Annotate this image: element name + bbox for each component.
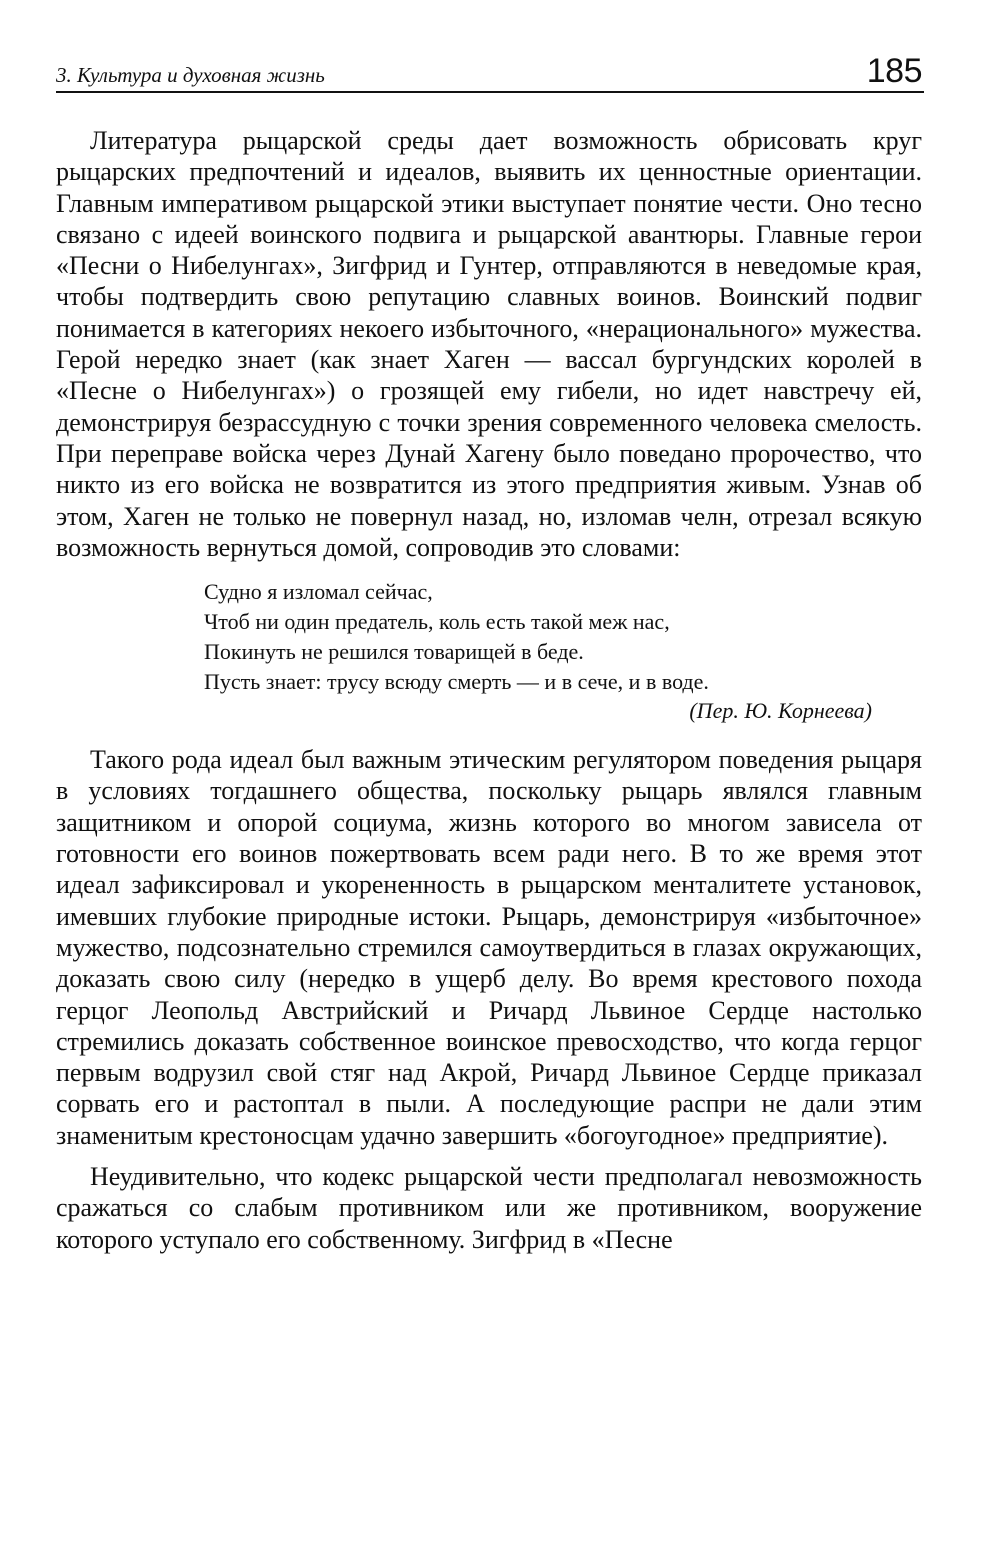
verse-quote <box>204 577 884 726</box>
page-number: 185 <box>866 52 922 90</box>
verse-line: Пусть знает: трусу всюду смерть — и в сече, и в воде. <box>204 668 709 694</box>
header-rule <box>56 91 924 93</box>
verse-line: Чтоб ни один предатель, коль есть такой меж нас, <box>204 608 670 634</box>
section-title: 3. Культура и духовная жизнь <box>56 63 325 87</box>
paragraph-code: Неудивительно, что кодекс рыцарской чести предполагал невозможность сражаться со слабым противником или же противником, вооружение которого уступало его собственному. Зигфрид в «Песне <box>56 1162 922 1254</box>
running-head <box>56 52 924 96</box>
paragraph-honor: Литература рыцарской среды дает возможность обрисовать круг рыцарских предпочтений и идеалов, выявить их ценностные ориентации. Главным императивом рыцарской этики выступает понятие чести. Оно тесно связано с идеей воинского подвига и рыцарской авантюры. Главные герои «Песни о Нибелунгах», Зигфрид и Гунтер, отправляются в неведомые края, чтобы подтвердить свою репутацию славных воинов. Воинский подвиг понимается в категориях некоего избыточного, «нерационального» мужества. Герой нередко знает (как знает Хаген — вассал бургундских королей в «Песне о Нибелунгах») о грозящей ему гибели, но идет навстречу ей, демонстрируя безрассудную с точки зрения современного человека смелость. При переправе войска через Дунай Хагену было поведано пророчество, что никто из его войска не возвратится из этого предприятия живым. Узнав об этом, Хаген не только не повернул назад, но, изломав челн, отрезал всякую возможность вернуться домой, сопроводив это словами: <box>56 126 922 562</box>
verse-line: Судно я изломал сейчас, <box>204 579 433 605</box>
verse-line: Покинуть не решился товарищей в беде. <box>204 638 584 664</box>
verse-attribution: (Пер. Ю. Корнеева) <box>689 698 872 724</box>
paragraph-ideal: Такого рода идеал был важным этическим регулятором поведения рыцаря в условиях тогдашнего общества, поскольку рыцарь являлся главным защитником и опорой социума, жизнь которого во многом зависела от готовности его воинов пожертвовать всем ради него. В то же время этот идеал зафиксировал и укорененность в рыцарском менталитете установок, имевших глубокие природные истоки. Рыцарь, демонстрируя «избыточное» мужество, подсознательно стремился самоутвердиться в глазах окружающих, доказать свою силу (нередко в ущерб делу. Во время крестового похода герцог Леопольд Австрийский и Ричард Львиное Сердце настолько стремились доказать собственное воинское превосходство, что когда герцог первым водрузил свой стяг над Акрой, Ричард Львиное Сердце приказал сорвать его и растоптал в пыли. А последующие распри не дали этим знаменитым крестоносцам удачно завершить «богоугодное» предприятие). <box>56 745 922 1150</box>
body-text <box>56 125 922 1255</box>
